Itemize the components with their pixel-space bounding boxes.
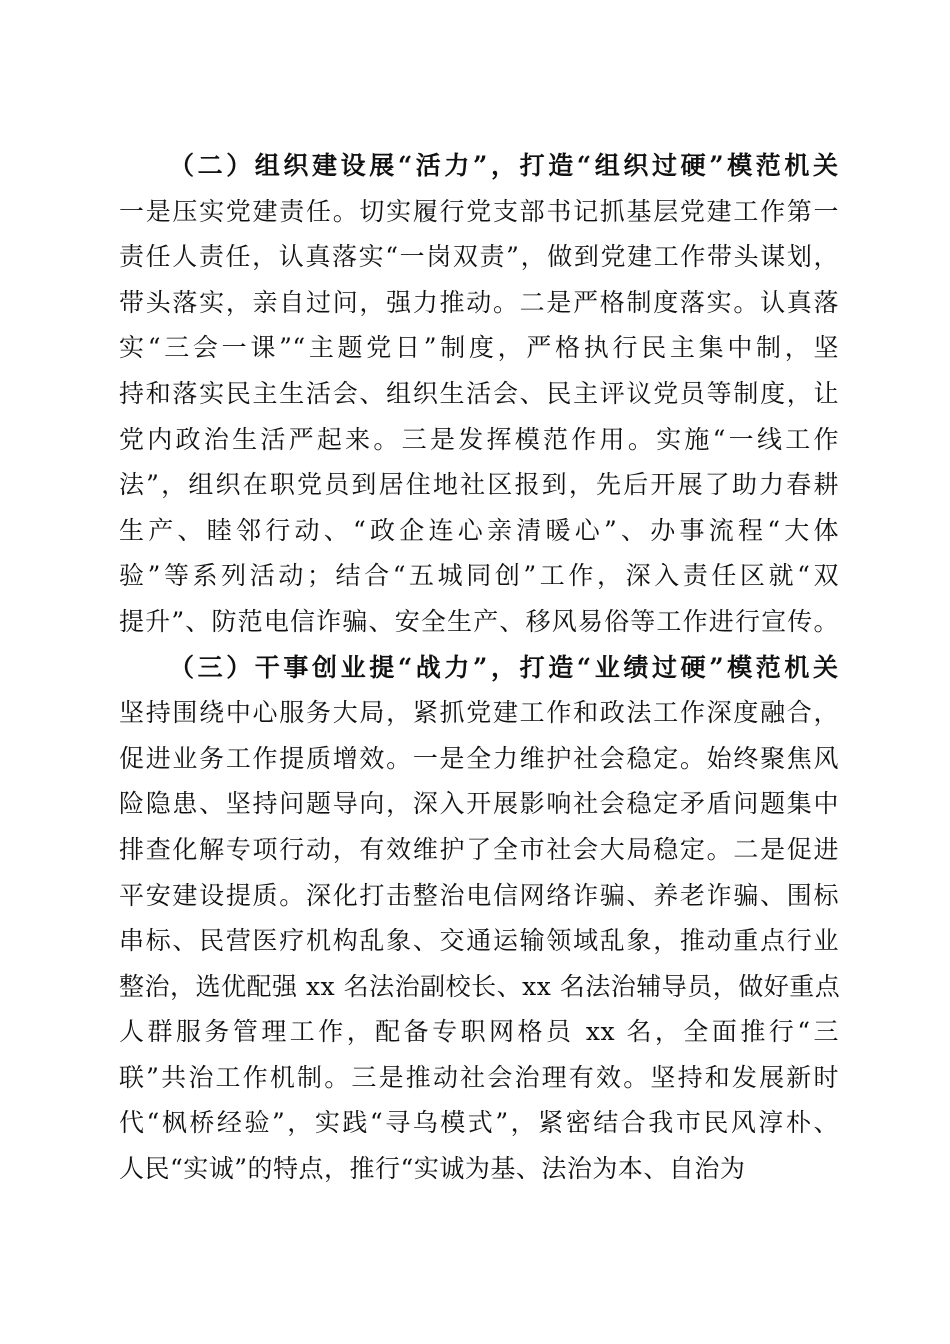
paragraph-line: 促进业务工作提质增效。一是全力维护社会稳定。始终聚焦风: [119, 743, 839, 773]
paragraph-line: 联”共治工作机制。三是推动社会治理有效。坚持和发展新时: [119, 1062, 839, 1092]
document-body: [119, 143, 839, 1192]
paragraph-line: 带头落实，亲自过问，强力推动。二是严格制度落实。认真落: [119, 287, 839, 317]
section-heading-3: （三）干事创业提“战力”，打造“业绩过硬”模范机关: [169, 652, 839, 682]
paragraph-line: 生产、睦邻行动、“政企连心亲清暖心”、办事流程“大体: [119, 515, 839, 545]
paragraph-line: 提升”、防范电信诈骗、安全生产、移风易俗等工作进行宣传。: [119, 606, 839, 636]
paragraph-line: 人民“实诚”的特点，推行“实诚为基、法治为本、自治为: [119, 1154, 746, 1184]
paragraph-line: 持和落实民主生活会、组织生活会、民主评议党员等制度，让: [119, 378, 839, 408]
paragraph-line: 整治，选优配强 xx 名法治副校长、xx 名法治辅导员，做好重点: [119, 971, 841, 1001]
paragraph-line: 平安建设提质。深化打击整治电信网络诈骗、养老诈骗、围标: [119, 880, 839, 910]
paragraph-line: 党内政治生活严起来。三是发挥模范作用。实施“一线工作: [119, 424, 839, 454]
paragraph-line: 串标、民营医疗机构乱象、交通运输领域乱象，推动重点行业: [119, 926, 839, 956]
paragraph-line: 排查化解专项行动，有效维护了全市社会大局稳定。二是促进: [119, 834, 839, 864]
paragraph-line: 法”，组织在职党员到居住地社区报到，先后开展了助力春耕: [119, 470, 839, 500]
paragraph-line: 代“枫桥经验”，实践“寻乌模式”，紧密结合我市民风淳朴、: [119, 1108, 839, 1138]
paragraph-line: 坚持围绕中心服务大局，紧抓党建工作和政法工作深度融合，: [119, 698, 839, 728]
paragraph-line: 人群服务管理工作，配备专职网格员 xx 名，全面推行“三: [119, 1017, 839, 1047]
paragraph-line: 责任人责任，认真落实“一岗双责”，做到党建工作带头谋划，: [119, 242, 839, 272]
paragraph-line: 险隐患、坚持问题导向，深入开展影响社会稳定矛盾问题集中: [119, 789, 839, 819]
paragraph-line: 实“三会一课”“主题党日”制度，严格执行民主集中制，坚: [119, 333, 839, 363]
paragraph-line: 一是压实党建责任。切实履行党支部书记抓基层党建工作第一: [119, 196, 839, 226]
section-heading-2: （二）组织建设展“活力”，打造“组织过硬”模范机关: [169, 151, 839, 180]
paragraph-line: 验”等系列活动；结合“五城同创”工作，深入责任区就“双: [119, 561, 839, 591]
